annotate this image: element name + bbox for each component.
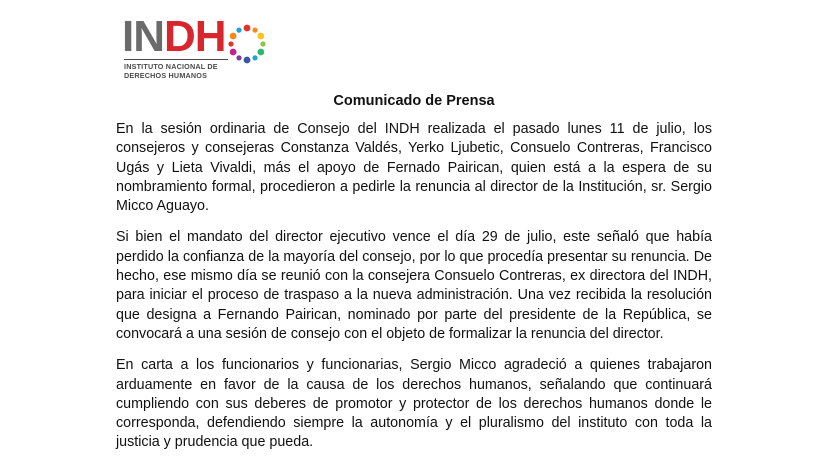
- logo-ring-dot: [257, 33, 264, 40]
- document-body: [116, 120, 712, 465]
- logo-subtitle-line1: INSTITUTO NACIONAL DE: [124, 59, 228, 71]
- logo-wordmark-red: DH: [164, 12, 226, 61]
- logo-ring-dot: [252, 28, 257, 33]
- logo-ring-dot: [236, 28, 241, 33]
- logo-ring-dot: [228, 41, 233, 46]
- document-title: Comunicado de Prensa: [333, 93, 495, 109]
- logo-ring-dot: [260, 41, 265, 46]
- paragraph-2: Si bien el mandato del director ejecutivo vence el día 29 de julio, este señaló que había perdido la confianza de la mayoría del consejo, por lo que procedía presentar su renuncia. De hecho, ese mismo día se reunió con la consejera Consuelo Contreras, ex directora del INDH, para iniciar el proceso de traspaso a la nueva administración. Una vez recibida la resolución que designa a Fernando Pairican, nominado por parte del presidente de la República, se convocará a una sesión de consejo con el objeto de formalizar la renuncia del director.: [116, 229, 712, 342]
- logo-ring-dot: [252, 55, 257, 60]
- logo-subtitle: [124, 59, 228, 80]
- paragraph-1: En la sesión ordinaria de Consejo del INDH realizada el pasado lunes 11 de julio, los consejeros y consejeras Constanza Valdés, Yerko Ljubetic, Consuelo Contreras, Francisco Ugás y Lieta Vivaldi, más el apoyo de Fernado Pairican, quien está a la espera de su nombramiento formal, procedieron a pedirle la renuncia al director de la Institución, sr. Sergio Micco Aguayo.: [116, 121, 712, 215]
- indh-logo: [122, 12, 282, 87]
- logo-ring-dot: [244, 57, 251, 64]
- logo-ring-dot: [230, 33, 237, 40]
- logo-dot-ring-icon: [225, 22, 269, 66]
- logo-ring-dot: [257, 49, 264, 56]
- logo-ring-dot: [244, 25, 251, 32]
- paragraph-3: En carta a los funcionarios y funcionarias, Sergio Micco agradeció a quienes trabajaron arduamente en favor de la causa de los derechos humanos, señalando que continuará cumpliendo con sus deberes de promotor y protector de los derechos humanos donde le corresponda, defendiendo siempre la autonomía y el pluralismo del instituto con toda la justicia y prudencia que pueda.: [116, 357, 712, 451]
- logo-wordmark: [122, 12, 226, 61]
- logo-wordmark-gray: IN: [122, 12, 164, 61]
- logo-ring-dot: [230, 49, 237, 56]
- logo-ring-dot: [236, 55, 241, 60]
- logo-subtitle-line2: DERECHOS HUMANOS: [124, 71, 208, 80]
